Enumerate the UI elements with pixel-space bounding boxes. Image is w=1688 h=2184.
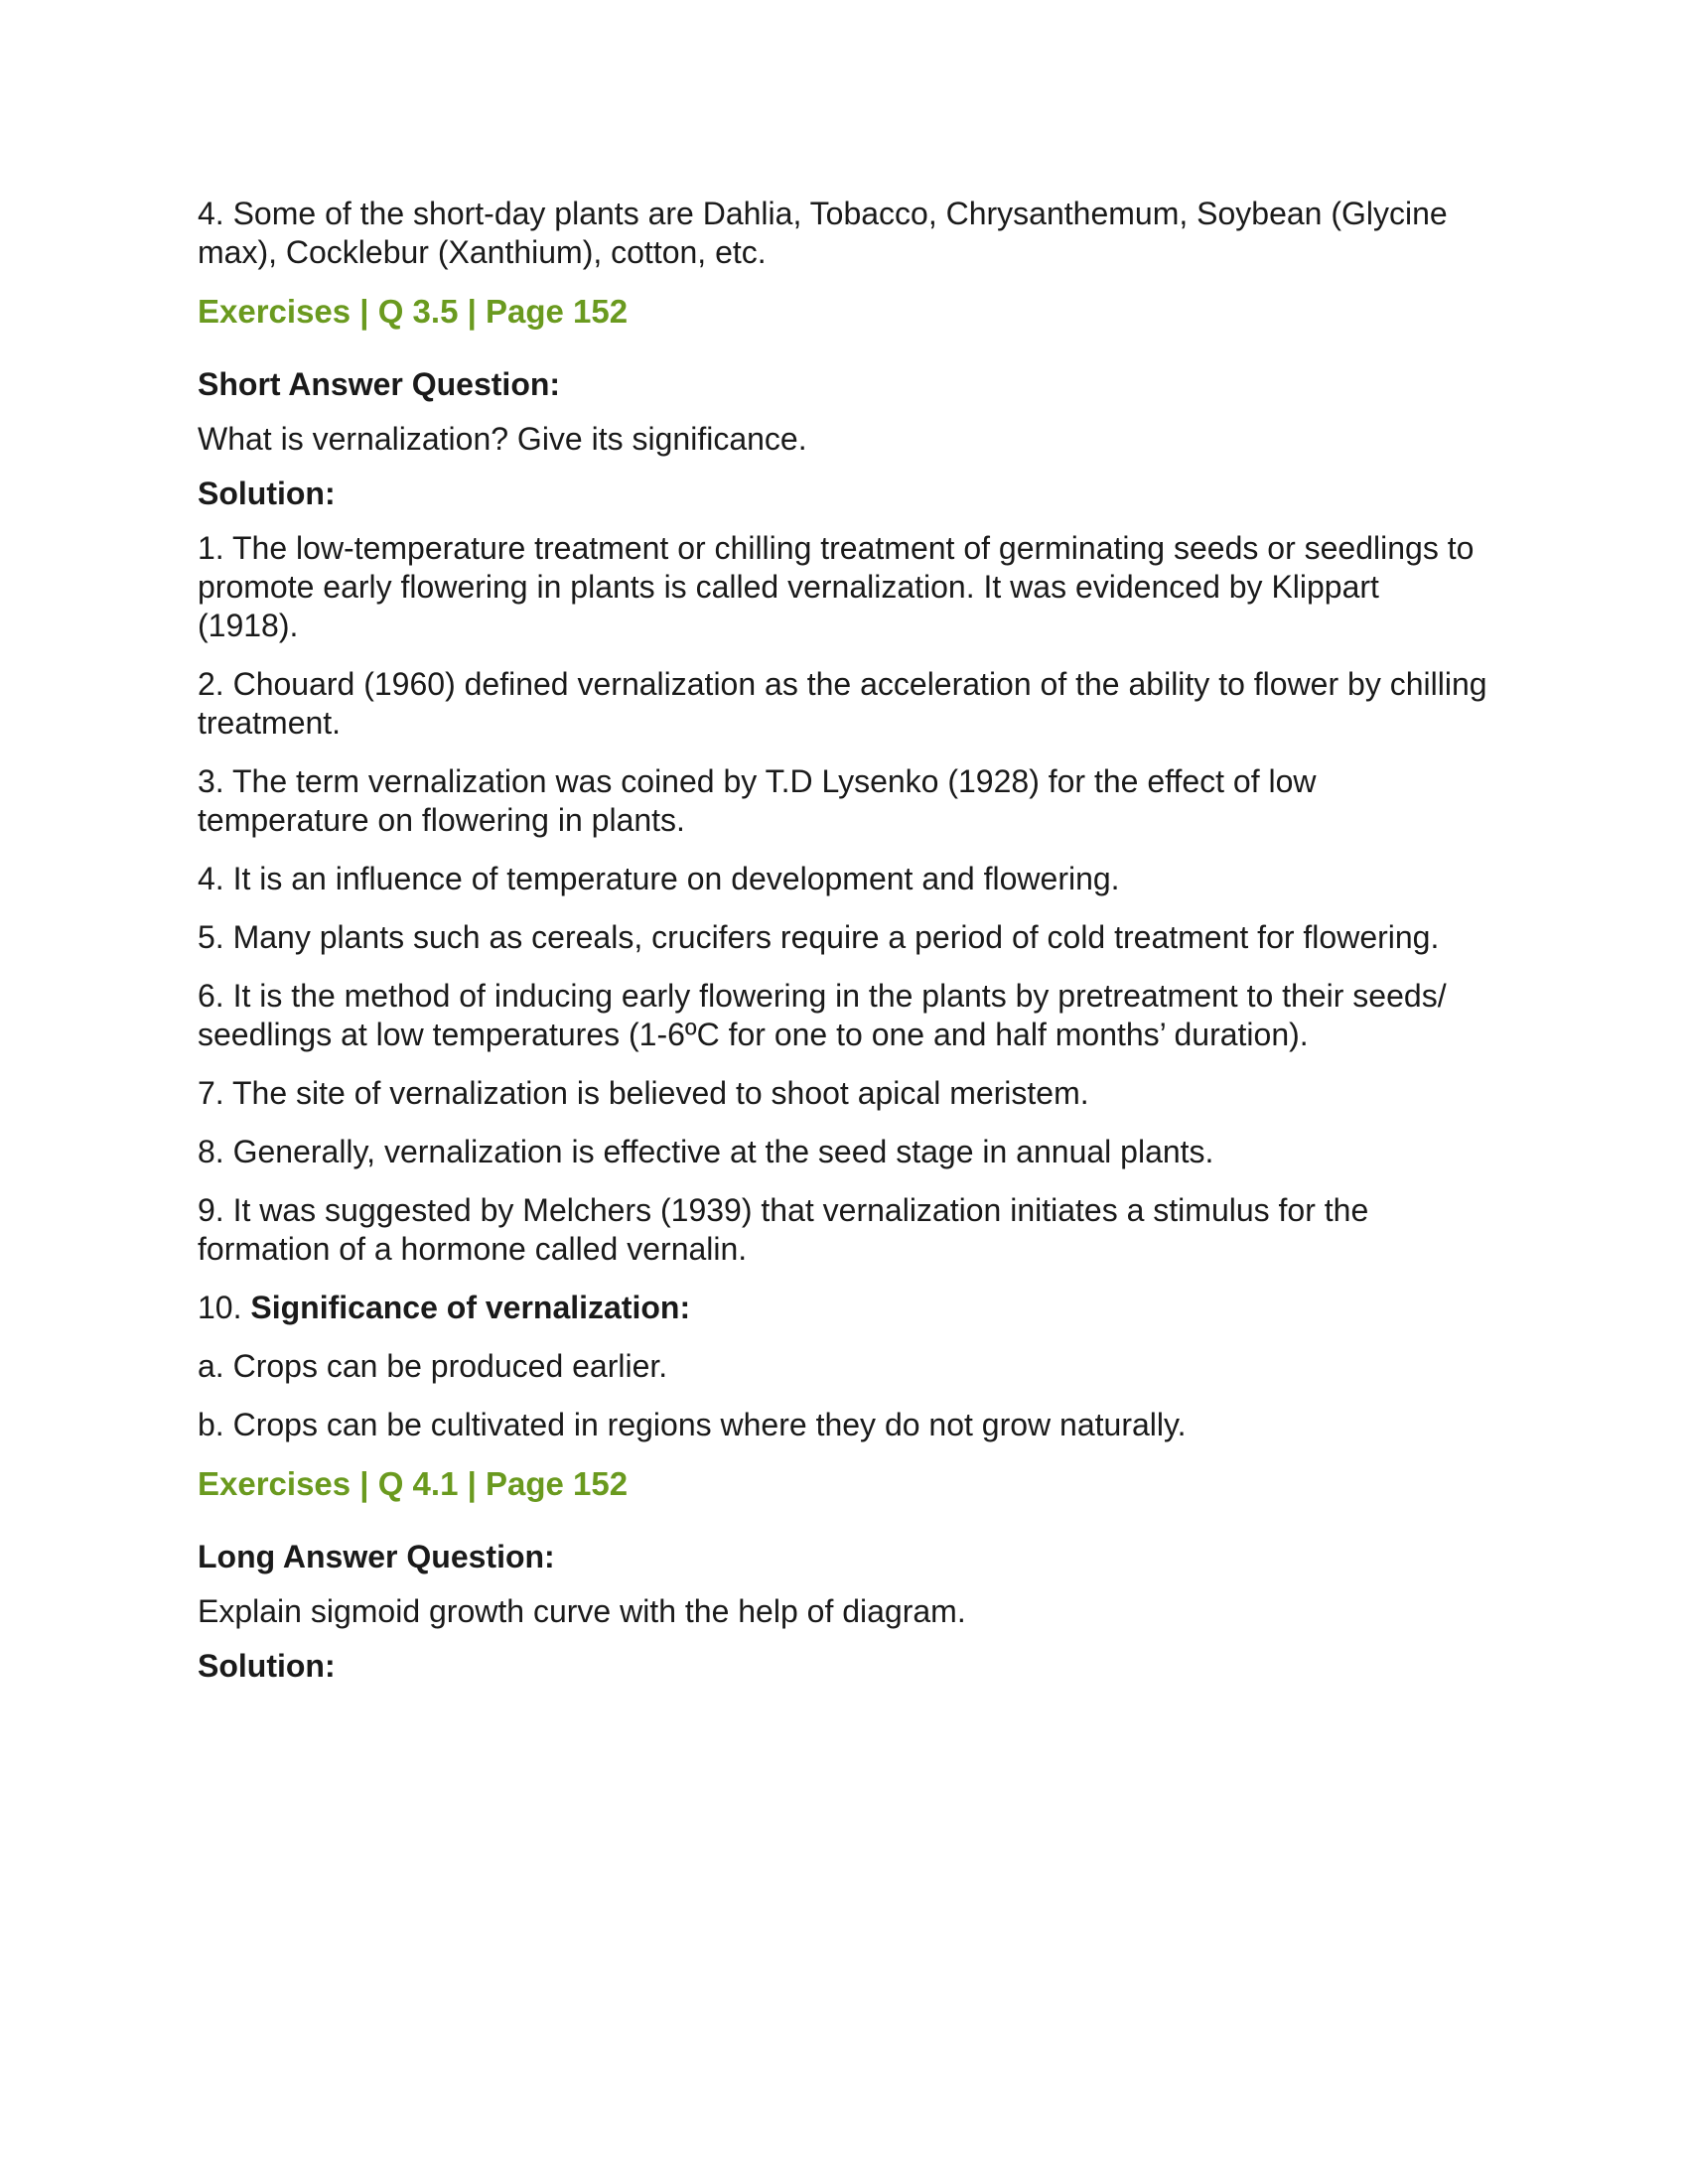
intro-point: 4. Some of the short-day plants are Dahlia, Tobacco, Chrysanthemum, Soybean (Glycine max), Cocklebur (Xanthium), cotton, etc.: [198, 196, 1448, 270]
solution-label: Solution:: [198, 476, 336, 511]
long-answer-label: Long Answer Question:: [198, 1539, 555, 1574]
solution-point: 4. It is an influence of temperature on development and flowering.: [198, 861, 1120, 896]
short-answer-label: Short Answer Question:: [198, 366, 561, 402]
solution-point: 2. Chouard (1960) defined vernalization as the acceleration of the ability to flower by chilling treatment.: [198, 666, 1487, 741]
significance-heading: [198, 1289, 1488, 1327]
question-text: What is vernalization? Give its significance.: [198, 421, 807, 457]
document-page: [198, 195, 1488, 1702]
significance-point: b. Crops can be cultivated in regions where they do not grow naturally.: [198, 1407, 1187, 1442]
solution-label: Solution:: [198, 1648, 336, 1684]
solution-point: 6. It is the method of inducing early flowering in the plants by pretreatment to their seeds/ seedlings at low temperatures (1-6ºC for one to one and half months’ duration).: [198, 978, 1447, 1052]
exercise-heading-q3-5: Exercises | Q 3.5 | Page 152: [198, 293, 629, 330]
solution-point: 5. Many plants such as cereals, crucifers require a period of cold treatment for flowering.: [198, 919, 1440, 955]
solution-point: 9. It was suggested by Melchers (1939) that vernalization initiates a stimulus for the formation of a hormone called vernalin.: [198, 1192, 1369, 1267]
significance-number: 10.: [198, 1290, 242, 1325]
solution-point: 3. The term vernalization was coined by T.D Lysenko (1928) for the effect of low temperature on flowering in plants.: [198, 763, 1317, 838]
question-text: Explain sigmoid growth curve with the help of diagram.: [198, 1593, 966, 1629]
solution-point: 1. The low-temperature treatment or chilling treatment of germinating seeds or seedlings to promote early flowering in plants is called vernalization. It was evidenced by Klippart (1918).: [198, 530, 1475, 643]
significance-point: a. Crops can be produced earlier.: [198, 1348, 668, 1384]
exercise-heading-q4-1: Exercises | Q 4.1 | Page 152: [198, 1465, 629, 1502]
solution-point: 8. Generally, vernalization is effective at the seed stage in annual plants.: [198, 1134, 1214, 1169]
solution-point: 7. The site of vernalization is believed to shoot apical meristem.: [198, 1075, 1089, 1111]
significance-label: Significance of vernalization:: [250, 1290, 691, 1325]
